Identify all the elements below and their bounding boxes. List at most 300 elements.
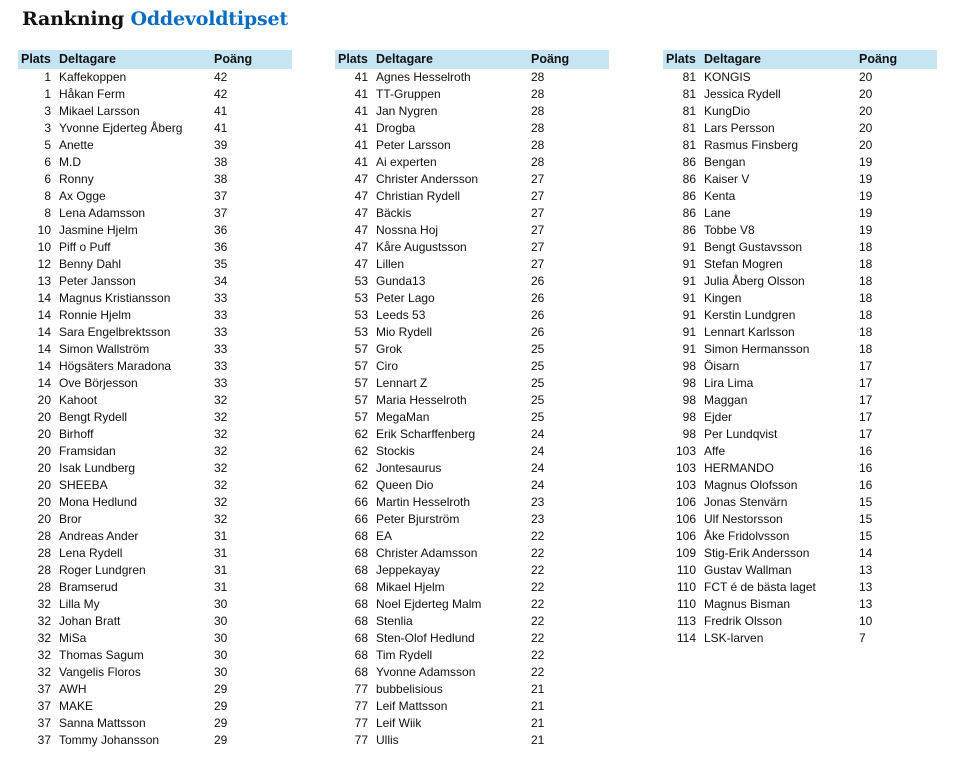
cell-place: 86 xyxy=(682,172,696,186)
cell-place: 62 xyxy=(354,427,368,441)
cell-place: 14 xyxy=(37,325,51,339)
cell-points: 24 xyxy=(531,461,545,475)
table-row xyxy=(663,222,937,239)
cell-name: Lena Rydell xyxy=(59,546,123,560)
cell-name: Birhoff xyxy=(59,427,94,441)
cell-name: Ai experten xyxy=(376,155,437,169)
cell-place: 91 xyxy=(682,274,696,288)
cell-points: 22 xyxy=(531,529,545,543)
table-row xyxy=(663,613,937,630)
cell-name: Simon Wallström xyxy=(59,342,150,356)
cell-points: 27 xyxy=(531,223,545,237)
cell-name: Ax Ogge xyxy=(59,189,106,203)
cell-points: 14 xyxy=(859,546,873,560)
cell-place: 66 xyxy=(354,512,368,526)
table-row xyxy=(663,494,937,511)
table-row xyxy=(663,596,937,613)
table-row xyxy=(18,460,292,477)
cell-place: 53 xyxy=(354,308,368,322)
table-row xyxy=(335,647,609,664)
table-row xyxy=(335,596,609,613)
table-row xyxy=(335,375,609,392)
cell-points: 17 xyxy=(859,393,873,407)
table-row xyxy=(18,409,292,426)
table-row xyxy=(18,137,292,154)
header-name: Deltagare xyxy=(702,50,857,69)
cell-name: Peter Larsson xyxy=(376,138,451,152)
table-row xyxy=(335,103,609,120)
cell-place: 47 xyxy=(354,240,368,254)
table-row xyxy=(663,579,937,596)
cell-points: 24 xyxy=(531,444,545,458)
cell-points: 22 xyxy=(531,597,545,611)
cell-place: 86 xyxy=(682,189,696,203)
cell-points: 22 xyxy=(531,580,545,594)
cell-points: 32 xyxy=(214,393,228,407)
cell-name: Jeppekayay xyxy=(376,563,441,577)
cell-name: Öisarn xyxy=(704,359,740,373)
cell-place: 47 xyxy=(354,257,368,271)
cell-place: 68 xyxy=(354,614,368,628)
table-row xyxy=(663,528,937,545)
cell-points: 36 xyxy=(214,223,228,237)
cell-place: 68 xyxy=(354,631,368,645)
cell-name: Stockis xyxy=(376,444,415,458)
cell-points: 18 xyxy=(859,274,873,288)
cell-points: 19 xyxy=(859,223,873,237)
cell-name: Sanna Mattsson xyxy=(59,716,146,730)
cell-points: 20 xyxy=(859,87,873,101)
cell-place: 47 xyxy=(354,172,368,186)
cell-place: 91 xyxy=(682,325,696,339)
cell-name: Leeds 53 xyxy=(376,308,426,322)
table-row xyxy=(18,664,292,681)
cell-place: 1 xyxy=(44,87,51,101)
cell-name: Lennart Karlsson xyxy=(704,325,795,339)
table-row xyxy=(335,528,609,545)
cell-points: 33 xyxy=(214,308,228,322)
cell-points: 28 xyxy=(531,104,545,118)
cell-name: MAKE xyxy=(59,699,94,713)
table-row xyxy=(335,681,609,698)
cell-place: 103 xyxy=(675,461,696,475)
table-row xyxy=(335,341,609,358)
cell-place: 1 xyxy=(44,70,51,84)
cell-place: 110 xyxy=(676,597,696,611)
cell-name: Bramserud xyxy=(59,580,118,594)
cell-points: 22 xyxy=(531,563,545,577)
cell-points: 38 xyxy=(214,172,228,186)
cell-name: Lena Adamsson xyxy=(59,206,146,220)
cell-place: 20 xyxy=(37,461,51,475)
cell-points: 24 xyxy=(531,427,545,441)
cell-name: Tommy Johansson xyxy=(59,733,160,747)
cell-points: 19 xyxy=(859,172,873,186)
table-row xyxy=(18,239,292,256)
header-points: Poäng xyxy=(212,50,292,69)
cell-points: 32 xyxy=(214,444,228,458)
cell-points: 15 xyxy=(859,495,873,509)
cell-name: Sara Engelbrektsson xyxy=(59,325,171,339)
cell-name: Kaffekoppen xyxy=(59,70,127,84)
table-row xyxy=(663,426,937,443)
cell-place: 57 xyxy=(354,359,368,373)
table-row xyxy=(18,562,292,579)
table-row xyxy=(663,188,937,205)
cell-points: 18 xyxy=(859,240,873,254)
cell-points: 24 xyxy=(531,478,545,492)
cell-points: 20 xyxy=(859,104,873,118)
cell-name: Jan Nygren xyxy=(376,104,438,118)
cell-name: Ronnie Hjelm xyxy=(59,308,132,322)
cell-name: Grok xyxy=(376,342,403,356)
ranking-table-2 xyxy=(335,50,609,749)
cell-place: 91 xyxy=(682,308,696,322)
cell-points: 20 xyxy=(859,121,873,135)
cell-place: 68 xyxy=(354,665,368,679)
cell-name: Jasmine Hjelm xyxy=(59,223,138,237)
cell-points: 31 xyxy=(214,546,228,560)
table-row xyxy=(335,664,609,681)
table-row xyxy=(335,630,609,647)
cell-name: Ulf Nestorsson xyxy=(704,512,783,526)
cell-points: 34 xyxy=(214,274,228,288)
table-row xyxy=(335,222,609,239)
cell-points: 41 xyxy=(214,104,228,118)
cell-name: Isak Lundberg xyxy=(59,461,136,475)
table-row xyxy=(335,256,609,273)
cell-points: 28 xyxy=(531,70,545,84)
table-row xyxy=(18,494,292,511)
cell-place: 32 xyxy=(37,614,51,628)
cell-name: Peter Bjurström xyxy=(376,512,460,526)
cell-name: M.D xyxy=(59,155,81,169)
table-row xyxy=(663,545,937,562)
cell-place: 53 xyxy=(354,325,368,339)
cell-points: 33 xyxy=(214,325,228,339)
table-row xyxy=(335,290,609,307)
table-row xyxy=(663,358,937,375)
table-row xyxy=(335,443,609,460)
header-place: Plats xyxy=(335,50,374,69)
cell-place: 81 xyxy=(682,87,696,101)
table-row xyxy=(663,154,937,171)
cell-place: 10 xyxy=(37,240,51,254)
table-row xyxy=(18,426,292,443)
cell-name: Lilla My xyxy=(59,597,100,611)
cell-name: Ejder xyxy=(704,410,733,424)
cell-place: 62 xyxy=(354,461,368,475)
cell-place: 47 xyxy=(354,189,368,203)
table-row xyxy=(18,477,292,494)
table-row xyxy=(335,579,609,596)
header-row xyxy=(335,50,609,69)
cell-name: Nossna Hoj xyxy=(376,223,439,237)
cell-name: Jontesaurus xyxy=(376,461,442,475)
cell-place: 57 xyxy=(354,342,368,356)
cell-name: Magnus Kristiansson xyxy=(59,291,171,305)
cell-place: 77 xyxy=(354,733,368,747)
cell-points: 25 xyxy=(531,359,545,373)
cell-name: Peter Lago xyxy=(376,291,435,305)
cell-place: 41 xyxy=(354,138,368,152)
cell-place: 77 xyxy=(354,716,368,730)
table-row xyxy=(18,596,292,613)
cell-place: 98 xyxy=(682,410,696,424)
cell-place: 57 xyxy=(354,376,368,390)
cell-points: 16 xyxy=(859,478,873,492)
cell-name: Kahoot xyxy=(59,393,98,407)
cell-place: 57 xyxy=(354,393,368,407)
cell-place: 37 xyxy=(37,716,51,730)
cell-name: Högsäters Maradona xyxy=(59,359,172,373)
cell-points: 42 xyxy=(214,70,228,84)
table-row xyxy=(663,239,937,256)
cell-points: 18 xyxy=(859,257,873,271)
table-row xyxy=(335,239,609,256)
cell-place: 37 xyxy=(37,733,51,747)
table-row xyxy=(18,188,292,205)
cell-place: 91 xyxy=(682,291,696,305)
cell-points: 19 xyxy=(859,206,873,220)
cell-place: 47 xyxy=(354,223,368,237)
table-row xyxy=(18,358,292,375)
table-row xyxy=(663,205,937,222)
cell-points: 25 xyxy=(531,393,545,407)
cell-points: 30 xyxy=(214,648,228,662)
table-row xyxy=(18,579,292,596)
cell-name: TT-Gruppen xyxy=(376,87,441,101)
cell-place: 6 xyxy=(44,172,51,186)
table-row xyxy=(335,69,609,86)
cell-place: 57 xyxy=(354,410,368,424)
cell-place: 91 xyxy=(682,342,696,356)
cell-points: 15 xyxy=(859,529,873,543)
cell-points: 28 xyxy=(531,155,545,169)
table-row xyxy=(335,324,609,341)
cell-points: 38 xyxy=(214,155,228,169)
cell-name: Johan Bratt xyxy=(59,614,121,628)
cell-points: 18 xyxy=(859,291,873,305)
cell-points: 13 xyxy=(859,563,873,577)
cell-name: Piff o Puff xyxy=(59,240,111,254)
header-name: Deltagare xyxy=(374,50,529,69)
cell-points: 28 xyxy=(531,121,545,135)
cell-place: 20 xyxy=(37,427,51,441)
cell-points: 25 xyxy=(531,410,545,424)
cell-name: Bengt Rydell xyxy=(59,410,128,424)
cell-name: bubbelisious xyxy=(376,682,443,696)
table-row xyxy=(335,137,609,154)
cell-points: 39 xyxy=(214,138,228,152)
header-row xyxy=(663,50,937,69)
cell-points: 17 xyxy=(859,427,873,441)
cell-points: 13 xyxy=(859,580,873,594)
table-row xyxy=(663,256,937,273)
cell-place: 91 xyxy=(682,257,696,271)
table-row xyxy=(18,103,292,120)
table-row xyxy=(18,86,292,103)
table-row xyxy=(663,460,937,477)
cell-place: 98 xyxy=(682,427,696,441)
table-row xyxy=(335,562,609,579)
cell-place: 14 xyxy=(37,308,51,322)
cell-place: 3 xyxy=(44,104,51,118)
cell-points: 21 xyxy=(531,699,545,713)
cell-place: 106 xyxy=(675,529,696,543)
cell-name: Affe xyxy=(704,444,726,458)
table-body xyxy=(335,69,609,749)
cell-points: 16 xyxy=(859,461,873,475)
cell-points: 20 xyxy=(859,138,873,152)
table-row xyxy=(663,103,937,120)
header-place: Plats xyxy=(663,50,702,69)
cell-points: 21 xyxy=(531,682,545,696)
cell-points: 26 xyxy=(531,325,545,339)
cell-name: Kerstin Lundgren xyxy=(704,308,796,322)
table-row xyxy=(18,545,292,562)
header-points: Poäng xyxy=(857,50,937,69)
cell-place: 81 xyxy=(682,138,696,152)
cell-place: 68 xyxy=(354,648,368,662)
cell-place: 28 xyxy=(37,563,51,577)
table-row xyxy=(18,120,292,137)
cell-place: 32 xyxy=(37,597,51,611)
cell-place: 32 xyxy=(37,648,51,662)
cell-place: 13 xyxy=(37,274,51,288)
table-body xyxy=(663,69,937,647)
table-row xyxy=(663,392,937,409)
cell-points: 35 xyxy=(214,257,228,271)
cell-place: 37 xyxy=(37,699,51,713)
cell-place: 14 xyxy=(37,359,51,373)
cell-points: 31 xyxy=(214,563,228,577)
cell-name: Bäckis xyxy=(376,206,412,220)
cell-place: 86 xyxy=(682,206,696,220)
cell-points: 25 xyxy=(531,376,545,390)
cell-name: HERMANDO xyxy=(704,461,775,475)
cell-name: Stefan Mogren xyxy=(704,257,783,271)
table-row xyxy=(335,460,609,477)
cell-name: Bengt Gustavsson xyxy=(704,240,803,254)
cell-place: 68 xyxy=(354,546,368,560)
cell-place: 20 xyxy=(37,393,51,407)
title-main: Rankning xyxy=(22,8,125,30)
table-row xyxy=(335,698,609,715)
cell-place: 68 xyxy=(354,597,368,611)
cell-name: Leif Wiik xyxy=(376,716,422,730)
table-row xyxy=(663,171,937,188)
cell-place: 10 xyxy=(37,223,51,237)
table-row xyxy=(663,120,937,137)
cell-place: 6 xyxy=(44,155,51,169)
table-row xyxy=(663,409,937,426)
cell-place: 41 xyxy=(354,87,368,101)
cell-points: 32 xyxy=(214,410,228,424)
cell-points: 27 xyxy=(531,206,545,220)
cell-points: 22 xyxy=(531,648,545,662)
table-row xyxy=(335,205,609,222)
cell-name: Fredrik Olsson xyxy=(704,614,783,628)
cell-points: 33 xyxy=(214,342,228,356)
cell-points: 26 xyxy=(531,291,545,305)
cell-points: 28 xyxy=(531,138,545,152)
table-row xyxy=(663,290,937,307)
table-row xyxy=(663,375,937,392)
cell-name: Jessica Rydell xyxy=(704,87,781,101)
cell-place: 32 xyxy=(37,631,51,645)
cell-points: 18 xyxy=(859,308,873,322)
table-row xyxy=(18,375,292,392)
cell-place: 47 xyxy=(354,206,368,220)
table-body xyxy=(18,69,292,749)
cell-name: Stig-Erik Andersson xyxy=(704,546,810,560)
table-row xyxy=(18,205,292,222)
cell-name: Lennart Z xyxy=(376,376,428,390)
cell-place: 106 xyxy=(675,512,696,526)
table-row xyxy=(335,511,609,528)
cell-name: Christer Andersson xyxy=(376,172,479,186)
cell-points: 29 xyxy=(214,682,228,696)
cell-name: Mio Rydell xyxy=(376,325,433,339)
cell-place: 8 xyxy=(44,206,51,220)
cell-points: 30 xyxy=(214,631,228,645)
cell-points: 31 xyxy=(214,580,228,594)
cell-name: Andreas Ander xyxy=(59,529,139,543)
cell-points: 26 xyxy=(531,308,545,322)
table-row xyxy=(18,341,292,358)
cell-place: 32 xyxy=(37,665,51,679)
cell-place: 20 xyxy=(37,410,51,424)
cell-place: 81 xyxy=(682,104,696,118)
cell-points: 30 xyxy=(214,665,228,679)
cell-place: 103 xyxy=(675,478,696,492)
cell-points: 22 xyxy=(531,614,545,628)
cell-name: Simon Hermansson xyxy=(704,342,810,356)
table-row xyxy=(335,86,609,103)
table-row xyxy=(335,613,609,630)
cell-points: 27 xyxy=(531,172,545,186)
cell-name: Framsidan xyxy=(59,444,116,458)
table-row xyxy=(18,681,292,698)
cell-points: 32 xyxy=(214,495,228,509)
cell-place: 86 xyxy=(682,155,696,169)
table-row xyxy=(18,324,292,341)
cell-points: 17 xyxy=(859,376,873,390)
cell-name: KONGIS xyxy=(704,70,751,84)
cell-points: 36 xyxy=(214,240,228,254)
cell-place: 20 xyxy=(37,495,51,509)
page-title xyxy=(22,8,288,30)
cell-points: 32 xyxy=(214,427,228,441)
cell-points: 33 xyxy=(214,359,228,373)
cell-place: 41 xyxy=(354,104,368,118)
table-row xyxy=(663,137,937,154)
cell-place: 81 xyxy=(682,121,696,135)
cell-name: Rasmus Finsberg xyxy=(704,138,799,152)
cell-name: Ciro xyxy=(376,359,399,373)
title-sub: Oddevoldtipset xyxy=(130,8,288,30)
cell-points: 10 xyxy=(859,614,873,628)
cell-place: 12 xyxy=(37,257,51,271)
table-row xyxy=(18,222,292,239)
cell-place: 5 xyxy=(44,138,51,152)
cell-points: 41 xyxy=(214,121,228,135)
cell-place: 28 xyxy=(37,546,51,560)
table-row xyxy=(18,392,292,409)
cell-points: 27 xyxy=(531,257,545,271)
table-row xyxy=(663,307,937,324)
